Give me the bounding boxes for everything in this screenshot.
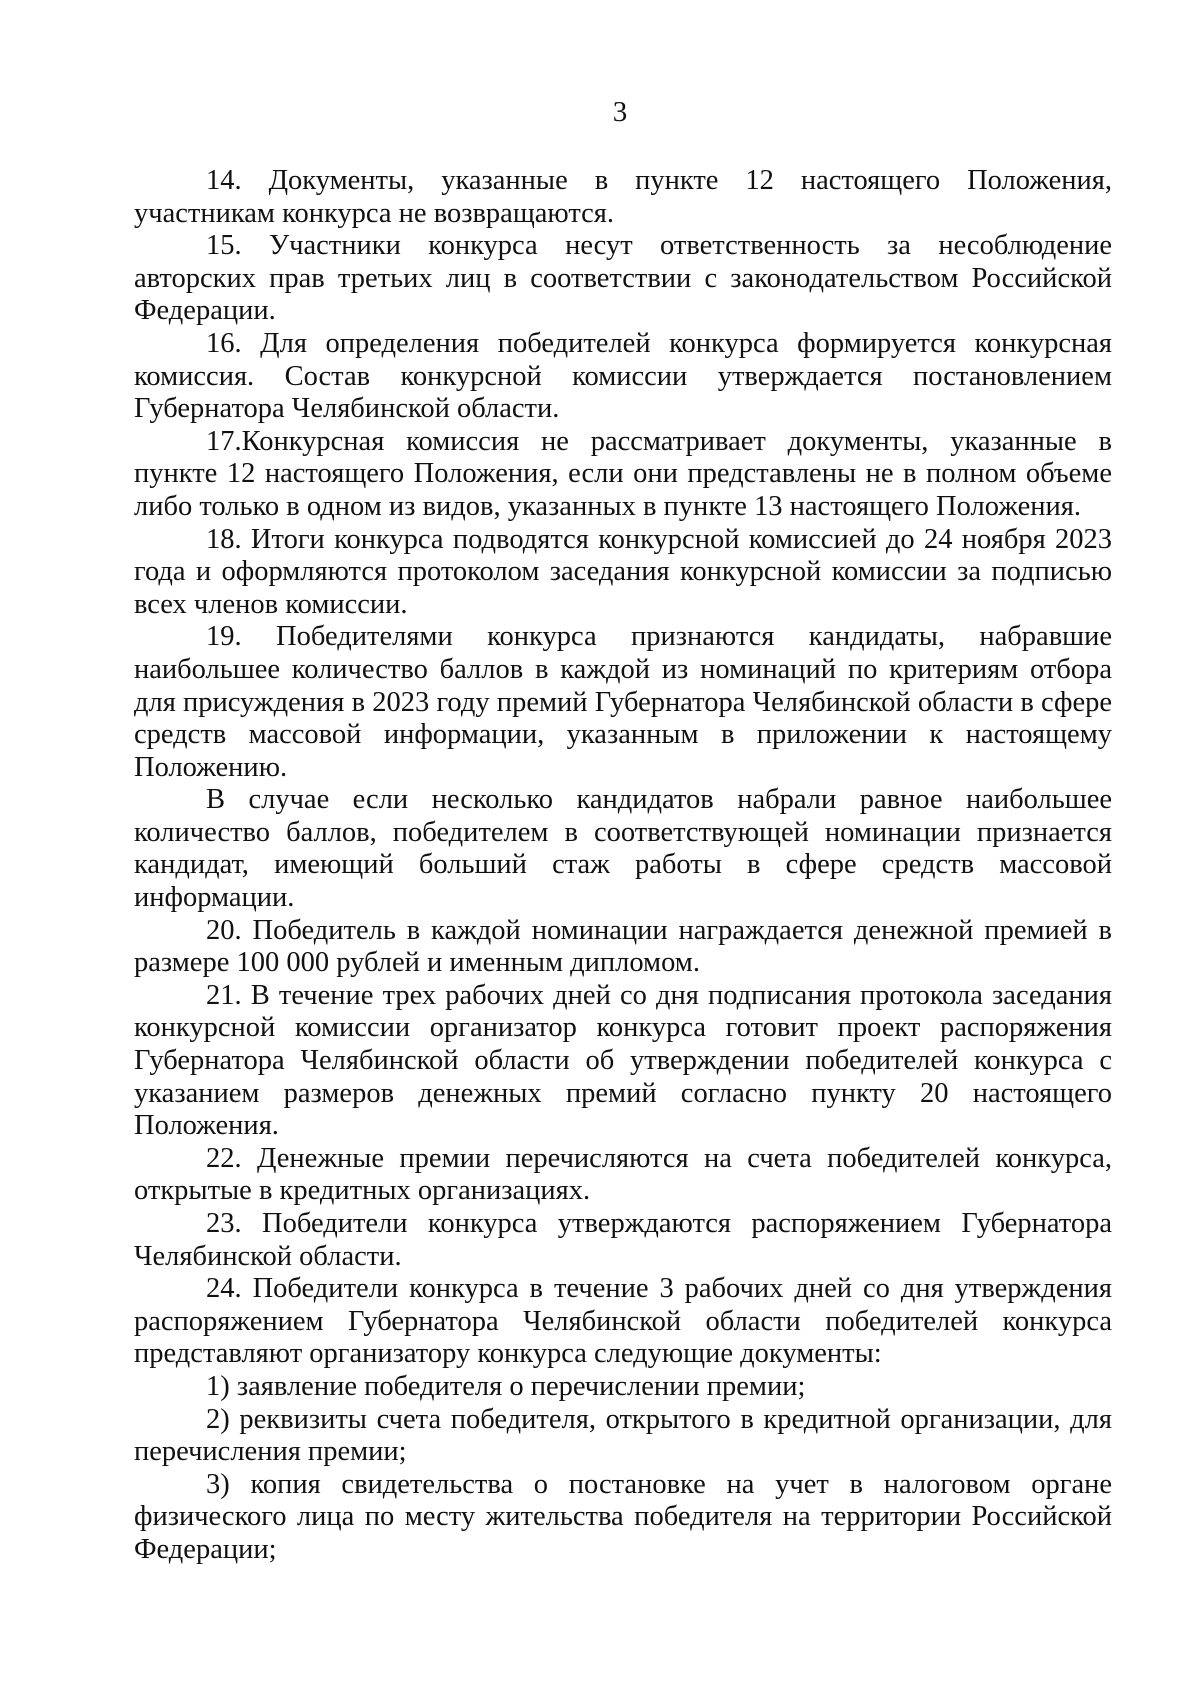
paragraph-20: 20. Победитель в каждой номинации награждается денежной премией в размере 100 000 рублей и именным дипломом.: [134, 914, 1112, 979]
paragraph-19-tie-rule: В случае если несколько кандидатов набрали равное наибольшее количество баллов, победителем в соответствующей номинации признается кандидат, имеющий больший стаж работы в сфере средств массовой информации.: [134, 784, 1112, 914]
paragraph-21: 21. В течение трех рабочих дней со дня подписания протокола заседания конкурсной комиссии организатор конкурса готовит проект распоряжения Губернатора Челябинской области об утверждении победителей конкурса с указанием размеров денежных премий согласно пункту 20 настоящего Положения.: [134, 979, 1112, 1142]
list-item-2: 2) реквизиты счета победителя, открытого в кредитной организации, для перечисления премии;: [134, 1403, 1112, 1468]
page-number: 3: [612, 96, 628, 128]
paragraph-23: 23. Победители конкурса утверждаются распоряжением Губернатора Челябинской области.: [134, 1208, 1112, 1272]
paragraph-15: 15. Участники конкурса несут ответственность за несоблюдение авторских прав третьих лиц в соответствии с законодательством Российской Федерации.: [134, 230, 1112, 327]
paragraph-16: 16. Для определения победителей конкурса формируется конкурсная комиссия. Состав конкурсной комиссии утверждается постановлением Губернатора Челябинской области.: [134, 327, 1112, 425]
list-item-3: 3) копия свидетельства о постановке на учет в налоговом органе физического лица по месту жительства победителя на территории Российской Федерации;: [134, 1468, 1112, 1565]
list-item-1: 1) заявление победителя о перечислении премии;: [206, 1370, 806, 1402]
paragraph-18: 18. Итоги конкурса подводятся конкурсной комиссией до 24 ноября 2023 года и оформляются протоколом заседания конкурсной комиссии за подписью всех членов комиссии.: [134, 523, 1112, 620]
document-body: [134, 165, 1112, 1567]
paragraph-19: 19. Победителями конкурса признаются кандидаты, набравшие наибольшее количество баллов в каждой из номинаций по критериям отбора для присуждения в 2023 году премий Губернатора Челябинской области в сфере средств массовой информации, указанным в приложении к настоящему Положению.: [134, 621, 1112, 783]
paragraph-24: 24. Победители конкурса в течение 3 рабочих дней со дня утверждения распоряжением Губернатора Челябинской области победителей конкурса представляют организатору конкурса следующие документы:: [134, 1273, 1112, 1370]
paragraph-17: 17.Конкурсная комиссия не рассматривает документы, указанные в пункте 12 настоящего Положения, если они представлены не в полном объеме либо только в одном из видов, указанных в пункте 13 настоящего Положения.: [134, 425, 1112, 522]
paragraph-14: 14. Документы, указанные в пункте 12 настоящего Положения, участникам конкурса не возвращаются.: [134, 165, 1112, 229]
paragraph-22: 22. Денежные премии перечисляются на счета победителей конкурса, открытые в кредитных организациях.: [134, 1142, 1112, 1207]
